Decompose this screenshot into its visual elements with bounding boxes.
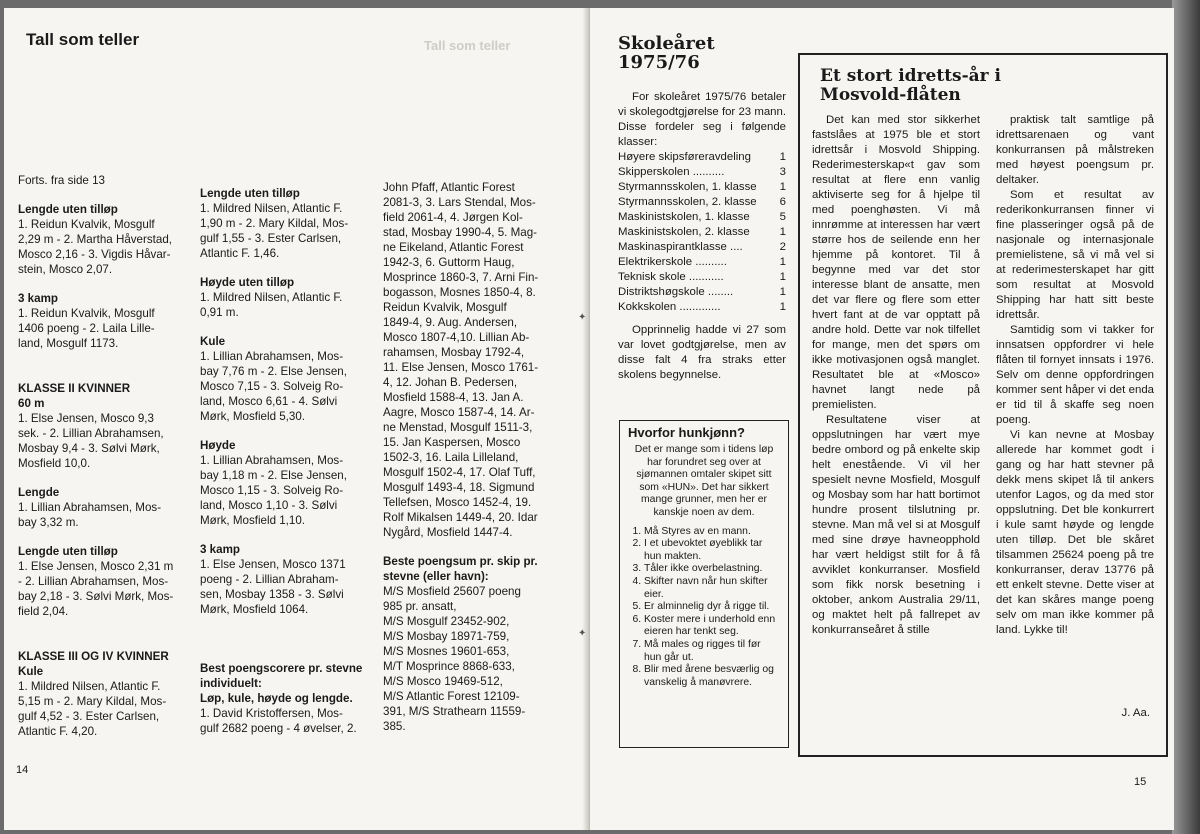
reason-item: 3. Tåler ikke overbelastning. [644,563,780,576]
result-line: 1. Lillian Abrahamsen, Mos- [200,454,344,467]
result-line: stad, Mosbay 1990-4, 5. Mag- [383,226,538,239]
school-year-closing: Opprinnelig hadde vi 27 som var lovet godtgjørelse, men av disse falt 4 fra straks etter skolens begynnelse. [618,324,786,381]
school-class-count: 6 [779,196,786,208]
school-class-row [618,210,786,225]
school-year-intro: For skoleåret 1975/76 betaler vi skolegodtgjørelse for 23 mann. Disse fordeler seg i følgende klasser: [618,91,786,148]
result-line: Mørk, Mosfield 5,30. [200,410,306,423]
result-heading: Lengde [18,486,60,499]
school-class-name: Maskinistskolen, 1. klasse [618,211,750,223]
result-line: Mørk, Mosfield 1064. [200,603,309,616]
result-line: M/T Mosprince 8868-633, [383,660,515,673]
school-class-row [618,195,786,210]
result-line: 1942-3, 6. Guttorm Haug, [383,256,515,269]
school-class-count: 1 [779,151,786,163]
reason-item: 6. Koster mere i underhold enn eieren har tenkt seg. [644,614,780,639]
result-line: 1. Else Jensen, Mosco 2,31 m [18,560,174,573]
page-number-right: 15 [1134,776,1147,788]
results-column-2 [200,186,368,736]
result-line: 1. Reidun Kvalvik, Mosgulf [18,218,155,231]
result-line: Mosfield 1588-4, 13. Jan A. [383,391,524,404]
school-class-name: Elektrikerskole .......... [618,256,727,268]
result-line: John Pfaff, Atlantic Forest [383,181,515,194]
result-line: 1. Lillian Abrahamsen, Mos- [200,350,344,363]
sports-heading-line2: Mosvold-flåten [820,85,961,105]
result-line: gulf 2682 poeng - 4 øvelser, 2. [200,722,357,735]
gender-sidebar-box [619,420,789,748]
result-line: 1. Mildred Nilsen, Atlantic F. [18,680,161,693]
result-heading: stevne (eller havn): [383,570,489,583]
result-line: M/S Mosnes 19601-653, [383,645,510,658]
result-heading: KLASSE III OG IV KVINNER [18,650,169,663]
school-class-row [618,180,786,195]
result-line: Mosprince 1860-3, 7. Arni Fin- [383,271,539,284]
result-line: land, Mosgulf 1173. [18,337,119,350]
school-class-count: 1 [779,226,786,238]
school-year-heading [618,34,715,72]
result-line: 1,90 m - 2. Mary Kildal, Mos- [200,217,349,230]
reason-item: 5. Er alminnelig dyr å rigge til. [644,601,780,614]
result-line: gulf 4,52 - 3. Ester Carlsen, [18,710,160,723]
school-class-name: Distriktshøgskole ........ [618,286,734,298]
school-class-row [618,225,786,240]
spacer [18,188,186,202]
school-class-name: Maskinaspirantklasse .... [618,241,743,253]
gutter-mark: ✦ [578,312,587,323]
result-line: 2,29 m - 2. Martha Håverstad, [18,233,173,246]
result-heading: Lengde uten tilløp [18,203,118,216]
school-year-heading-line2: 1975/76 [618,52,700,73]
result-line: Mosco 2,16 - 3. Vigdis Håvar- [18,248,171,261]
results-column-3 [383,180,555,734]
school-class-name: Maskinistskolen, 2. klasse [618,226,750,238]
school-class-count: 3 [779,166,786,178]
result-heading: Beste poengsum pr. skip pr. [383,555,538,568]
result-line: bay 1,18 m - 2. Else Jensen, [200,469,347,482]
school-class-row [618,150,786,165]
result-line: M/S Atlantic Forest 12109- [383,690,520,703]
result-line: 1. Reidun Kvalvik, Mosgulf [18,307,155,320]
school-class-name: Høyere skipsføreravdeling [618,151,751,163]
result-line: M/S Mosgulf 23452-902, [383,615,510,628]
result-heading: Høyde uten tilløp [200,276,295,289]
result-heading: Løp, kule, høyde og lengde. [200,692,353,705]
result-line: M/S Mosfield 25607 poeng [383,585,521,598]
spacer [18,277,186,291]
school-class-name: Teknisk skole ........... [618,271,724,283]
result-line: - 2. Lillian Abrahamsen, Mos- [18,575,169,588]
gender-box-intro: Det er mange som i tidens løp har forundret seg over at sjømannen omtaler skipet sitt som «HUN». Det har sikkert mange grunner, men her er kanskje noen av dem. [634,444,774,518]
result-heading: Kule [18,665,44,678]
reason-item: 1. Må Styres av en mann. [644,526,780,539]
result-line: 1. Lillian Abrahamsen, Mos- [18,501,162,514]
result-line: field 2061-4, 4. Jørgen Kol- [383,211,523,224]
result-line: 5,15 m - 2. Mary Kildal, Mos- [18,695,167,708]
result-heading: Lengde uten tilløp [200,187,300,200]
result-line: poeng - 2. Lillian Abraham- [200,573,339,586]
result-line: Aagre, Mosco 1587-4, 14. Ar- [383,406,535,419]
result-line: Mørk, Mosfield 1,10. [200,514,306,527]
school-class-row [618,270,786,285]
school-class-list [618,150,786,315]
left-page [4,8,588,830]
result-line: 11. Else Jensen, Mosco 1761- [383,361,539,374]
show-through-title: Tall som teller [424,38,511,53]
result-line: 1849-4, 9. Aug. Andersen, [383,316,518,329]
result-heading: 3 kamp [200,543,240,556]
spacer [200,647,368,661]
gender-reasons-list [628,526,780,690]
result-line: M/S Mosbay 18971-759, [383,630,510,643]
school-class-name: Kokkskolen ............. [618,301,721,313]
school-class-name: Styrmannsskolen, 2. klasse [618,196,757,208]
result-line: gulf 1,55 - 3. Ester Carlsen, [200,232,342,245]
result-heading: 60 m [18,397,45,410]
result-line: bay 2,18 - 3. Sølvi Mørk, Mos- [18,590,174,603]
sports-article-box [798,53,1168,757]
sports-column-2 [996,113,1154,638]
school-class-count: 1 [779,181,786,193]
book-edge [1172,0,1200,834]
result-heading: Høyde [200,439,236,452]
school-class-name: Styrmannsskolen, 1. klasse [618,181,757,193]
school-class-count: 1 [779,286,786,298]
article-paragraph: Det kan med stor sikkerhet fastslåes at 1975 ble et stort idrettsår i Mosvold Shipping. Rederimesterskap«t gav som resultat at flere enn vanlig aktiviserte seg for å hjelpe til med poenghøsten. Vi må innrømme at interessen har vært større hos de seilende enn her hjemme på kontoret. Til å begynne med var det stor interesse blant de ansatte, men det var flere og flere som etter hvert fant at de var opptatt på andre hold. Dette var nok tilfellet for mange, men det spørs om ikke motivasjonen også manglet. Resultatet ble at «Mosco» havnet langt nede på premielisten. [812,114,980,411]
right-page [590,8,1174,830]
school-class-count: 1 [779,301,786,313]
result-line: bay 3,32 m. [18,516,79,529]
result-heading: Lengde uten tilløp [18,545,118,558]
result-line: 2081-3, 3. Lars Stendal, Mos- [383,196,536,209]
result-line: Mosfield 10,0. [18,457,91,470]
result-line: bogasson, Mosnes 1850-4, 8. [383,286,536,299]
result-line: Mosgulf 1502-4, 17. Olaf Tuff, [383,466,536,479]
school-class-row [618,165,786,180]
result-line: Atlantic F. 1,46. [200,247,280,260]
spacer [200,617,368,647]
article-paragraph: Samtidig som vi takker for innsatsen oppfordrer vi hele flåten til fornyet innsats i 1976. Selv om denne oppfordringen kommer sent håper vi det enda er tid til å skaffe seg noen poeng. [996,324,1154,426]
result-heading: 3 kamp [18,292,58,305]
article-paragraph: praktisk talt samtlige på idrettsarenaen og vant konkurransen på målstreken med høyest poengsum pr. deltaker. [996,114,1154,186]
school-class-name: Skipperskolen .......... [618,166,725,178]
gutter-mark: ✦ [578,628,587,639]
result-line: Mosco 1,15 - 3. Solveig Ro- [200,484,344,497]
article-paragraph: Vi kan nevne at Mosbay allerede har kommet godt i gang og har hatt stevner på dekk mens skipet lå til ankers utenfor Lagos, og da med stor oppslutning. Det ble konkurrert i kule samt høyde og lengde uten tilløp. Det ble skåret tilsammen 25624 poeng på tre konkurranser, derav 13776 på ett enkelt stevne. Dette viser at det kan skåres mange poeng selv om man ikke kommer på land. Lykke til! [996,429,1154,636]
result-line: Nygård, Mosfield 1447-4. [383,526,513,539]
spacer [200,261,368,275]
result-line: 1502-3, 16. Laila Lilleland, [383,451,519,464]
result-line: 1. Mildred Nilsen, Atlantic F. [200,291,343,304]
sports-heading-line1: Et stort idretts-år i [820,66,1002,86]
result-line: bay 7,76 m - 2. Else Jensen, [200,365,347,378]
sports-column-1 [812,113,980,638]
result-line: Atlantic F. 4,20. [18,725,98,738]
school-class-row [618,300,786,315]
result-heading: Best poengscorere pr. stevne [200,662,363,675]
school-year-article [618,90,786,383]
spacer [200,528,368,542]
result-line: stein, Mosco 2,07. [18,263,113,276]
spacer [383,540,555,554]
article-signature: J. Aa. [1121,707,1150,719]
school-class-row [618,255,786,270]
result-line: Mosgulf 1493-4, 18. Sigmund [383,481,535,494]
spacer [18,471,186,485]
reason-item: 8. Blir med årene besværlig og vanskelig å manøvrere. [644,664,780,689]
school-class-count: 2 [779,241,786,253]
article-paragraph: Resultatene viser at oppslutningen har vært mye bedre ombord og på enkelte skip helt enestående. Vi vil her spesielt nevne Mosfield, Mosgulf og Mosbay som har hatt bortimot hundre prosent tilslutning pr. stevne. Man må vel si at Mosgulf med sine drøye havneopphold har vært heldigst stilt for å få avviklet konkurranser. Mosfield som fikk norsk besetning i oktober, ankom Australia 29/11, og maktet helt på fallrepet av konkurranseåret å stille [812,414,980,636]
result-line: 391, M/S Strathearn 11559- [383,705,526,718]
spacer [18,351,186,381]
result-heading: Kule [200,335,226,348]
result-heading: individuelt: [200,677,262,690]
reason-item: 4. Skifter navn når hun skifter eier. [644,576,780,601]
result-line: sen, Mosbay 1358 - 3. Sølvi [200,588,344,601]
page-title: Tall som teller [26,30,140,49]
spacer [18,619,186,649]
school-class-count: 1 [779,256,786,268]
result-line: 15. Jan Kaspersen, Mosco [383,436,521,449]
result-line: 385. [383,720,406,733]
result-heading: KLASSE II KVINNER [18,382,131,395]
reason-item: 2. I et ubevoktet øyeblikk tar hun makten. [644,538,780,563]
article-paragraph: Som et resultat av rederikonkurransen finner vi fine plasseringer også på de nasjonale og internasjonale premielistene, så vi må vel si at rederimesterskapet har gitt som resultat at Mosvold Shipping har hatt sitt beste idrettsår. [996,189,1154,321]
result-line: 1. Mildred Nilsen, Atlantic F. [200,202,343,215]
results-column-1 [18,173,186,739]
result-line: Rolf Mikalsen 1449-4, 20. Idar [383,511,538,524]
spacer [200,320,368,334]
result-line: field 2,04. [18,605,69,618]
school-class-count: 1 [779,271,786,283]
result-line: rahamsen, Mosbay 1792-4, [383,346,525,359]
result-line: 1406 poeng - 2. Laila Lille- [18,322,155,335]
result-line: Mosco 1807-4,10. Lillian Ab- [383,331,530,344]
reason-item: 7. Må males og rigges til før hun går ut. [644,639,780,664]
result-line: land, Mosco 1,10 - 3. Sølvi [200,499,338,512]
gender-box-title: Hvorfor hunkjønn? [628,425,745,440]
result-line: Tellefsen, Mosco 1452-4, 19. [383,496,532,509]
result-line: 4, 12. Johan B. Pedersen, [383,376,518,389]
result-line: land, Mosco 6,61 - 4. Sølvi [200,395,338,408]
result-line: 1. David Kristoffersen, Mos- [200,707,343,720]
spacer [200,424,368,438]
result-line: 1. Else Jensen, Mosco 1371 [200,558,346,571]
result-line: ne Menstad, Mosgulf 1511-3, [383,421,533,434]
school-class-row [618,240,786,255]
result-line: Mosbay 9,4 - 3. Sølvi Mørk, [18,442,160,455]
result-line: ne Eikeland, Atlantic Forest [383,241,524,254]
result-line: 1. Else Jensen, Mosco 9,3 [18,412,154,425]
sports-heading [820,67,1001,105]
result-line: M/S Mosco 19469-512, [383,675,503,688]
result-line: 0,91 m. [200,306,239,319]
spacer [18,530,186,544]
school-class-count: 5 [779,211,786,223]
school-year-heading-line1: Skoleåret [618,33,715,54]
result-line: Reidun Kvalvik, Mosgulf [383,301,507,314]
result-line: 985 pr. ansatt, [383,600,457,613]
result-line: Mosco 7,15 - 3. Solveig Ro- [200,380,344,393]
page-number-left: 14 [16,764,29,776]
result-line: Forts. fra side 13 [18,174,105,187]
result-line: sek. - 2. Lillian Abrahamsen, [18,427,164,440]
school-class-row [618,285,786,300]
